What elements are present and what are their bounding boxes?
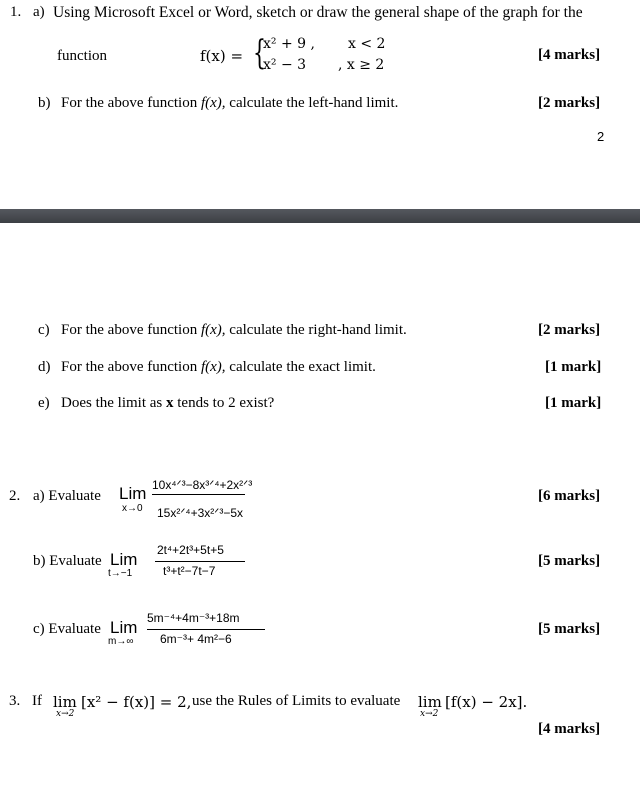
q1b-text: For the above function f(x), calculate the left-hand limit. — [61, 95, 399, 111]
q1e-text: Does the limit as x tends to 2 exist? — [61, 395, 275, 411]
q3-expr2: [f(x) − 2x]. — [445, 693, 528, 711]
q2a-denominator: 15x²ᐟ⁴+3x²ᐟ³−5x — [157, 506, 244, 520]
q2a-lim-sub: x→0 — [122, 503, 143, 514]
q2c-numerator: 5m⁻⁴+4m⁻³+18m — [147, 611, 240, 625]
q2b-denominator: t³+t²−7t−7 — [163, 564, 216, 578]
piece1-expr: x² + 9 , — [263, 36, 315, 52]
q1b-marks: [2 marks] — [538, 95, 601, 111]
page-number: 2 — [597, 129, 605, 144]
q2c-lim-sub: m→∞ — [108, 636, 134, 647]
q2-number: 2. — [9, 488, 21, 504]
q1d-label: d) — [38, 359, 51, 375]
q1-number: 1. — [10, 4, 22, 20]
q1a-text: Using Microsoft Excel or Word, sketch or draw the general shape of the graph for the — [53, 4, 583, 21]
q2c-lim-word: Lim — [110, 618, 138, 637]
q2c-denominator: 6m⁻³+ 4m²−6 — [160, 632, 232, 646]
q3-expr1: [x² − f(x)] = 2, — [81, 693, 192, 711]
q2a-numerator: 10x⁴ᐟ³−8x³ᐟ⁴+2x²ᐟ³ — [152, 478, 253, 492]
q3-marks: [4 marks] — [538, 721, 601, 737]
q3-if: If — [32, 693, 42, 709]
q2b-label: b) Evaluate — [33, 553, 102, 569]
q3-lim2-sub: x→2 — [420, 709, 439, 719]
q3-lim2: lim — [418, 693, 442, 711]
q1c-marks: [2 marks] — [538, 322, 601, 338]
function-word: function — [57, 48, 107, 64]
q2c-marks: [5 marks] — [538, 621, 601, 637]
q1e-marks: [1 mark] — [545, 395, 602, 411]
q1c-label: c) — [38, 322, 50, 338]
q2a-marks: [6 marks] — [538, 488, 601, 504]
q3-number: 3. — [9, 693, 21, 709]
q3-lim1: lim — [53, 693, 77, 711]
function-fx: f(x) = — [200, 47, 244, 65]
q1e-label: e) — [38, 395, 50, 411]
page-break-divider — [0, 209, 640, 223]
q1d-marks: [1 mark] — [545, 359, 602, 375]
q3-text-mid: use the Rules of Limits to evaluate — [192, 693, 401, 709]
q2a-label: a) Evaluate — [33, 488, 101, 504]
q1b-label: b) — [38, 95, 51, 111]
piecewise-brace: { — [253, 33, 266, 73]
q1d-text: For the above function f(x), calculate the exact limit. — [61, 359, 376, 375]
q1c-text: For the above function f(x), calculate the right-hand limit. — [61, 322, 407, 338]
piece2-expr: x² − 3 — [263, 57, 307, 73]
q2c-label: c) Evaluate — [33, 621, 101, 637]
piece1-cond: x < 2 — [348, 36, 386, 52]
q1a-label: a) — [33, 4, 45, 20]
q1a-marks: [4 marks] — [538, 47, 601, 63]
q3-lim1-sub: x→2 — [56, 709, 75, 719]
piece2-cond: , x ≥ 2 — [338, 57, 385, 73]
q2b-marks: [5 marks] — [538, 553, 601, 569]
q2b-lim-word: Lim — [110, 550, 138, 569]
q2b-numerator: 2t⁴+2t³+5t+5 — [157, 543, 224, 557]
q2a-lim-word: Lim — [119, 484, 147, 503]
q2b-lim-sub: t→−1 — [108, 568, 133, 579]
